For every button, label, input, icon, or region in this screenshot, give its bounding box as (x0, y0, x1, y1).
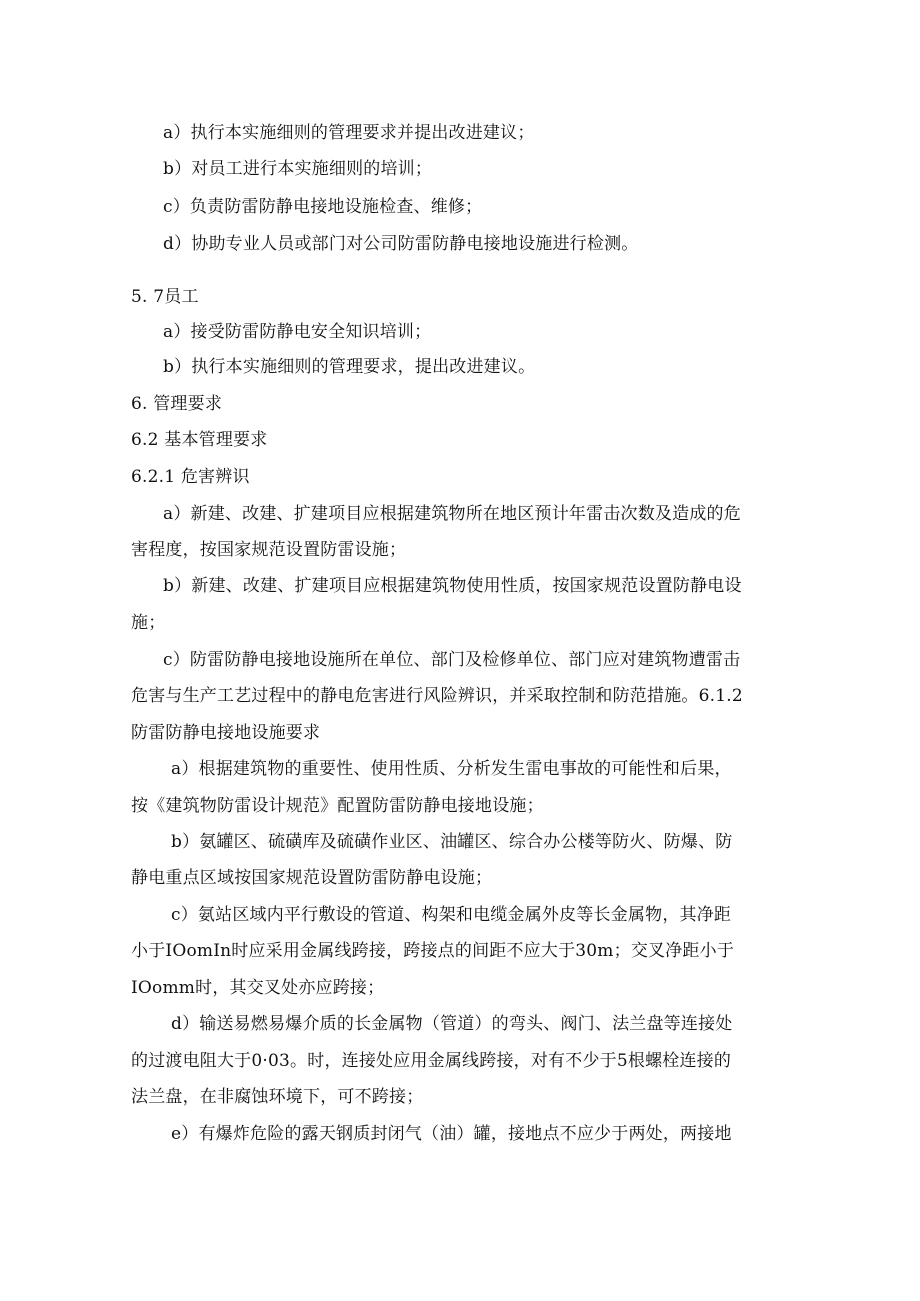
paragraph-line: c）防雷防静电接地设施所在单位、部门及检修单位、部门应对建筑物遭雷击 (163, 650, 741, 670)
paragraph-line: 小于IOomIn时应采用金属线跨接，跨接点的间距不应大于30m；交叉净距小于 (131, 941, 735, 961)
paragraph-line: 危害与生产工艺过程中的静电危害进行风险辨识，并采取控制和防范措施。6.1.2 (131, 686, 743, 706)
paragraph-line: d）输送易燃易爆介质的长金属物（管道）的弯头、阀门、法兰盘等连接处 (171, 1014, 733, 1034)
paragraph-line: e）有爆炸危险的露天钢质封闭气（油）罐，接地点不应少于两处，两接地 (171, 1124, 732, 1144)
text-line-2: b）对员工进行本实施细则的培训； (163, 159, 433, 179)
paragraph-line: 法兰盘，在非腐蚀环境下，可不跨接； (131, 1087, 424, 1107)
paragraph-line: 按《建筑物防雷设计规范》配置防雷防静电接地设施； (131, 796, 544, 816)
paragraph-line: a）根据建筑物的重要性、使用性质、分析发生雷电事故的可能性和后果， (171, 759, 732, 779)
paragraph-line: b）氨罐区、硫磺库及硫磺作业区、油罐区、综合办公楼等防火、防爆、防 (171, 832, 733, 852)
paragraph-line: 施； (131, 613, 166, 633)
text-line-3: c）负责防雷防静电接地设施检查、维修； (163, 197, 483, 217)
text-line-1: a）执行本实施细则的管理要求并提出改进建议； (163, 123, 535, 143)
paragraph-line: c）氨站区域内平行敷设的管道、构架和电缆金属外皮等长金属物，其净距 (171, 905, 732, 925)
section-heading: 6.2.1 危害辨识 (131, 467, 250, 487)
section-heading: 6.2 基本管理要求 (131, 430, 268, 450)
text-line-4: d）协助专业人员或部门对公司防雷防静电接地设施进行检测。 (163, 234, 639, 254)
paragraph-line: b）新建、改建、扩建项目应根据建筑物使用性质，按国家规范设置防静电设 (163, 576, 742, 596)
paragraph-line: IOomm时，其交叉处亦应跨接； (131, 978, 385, 998)
paragraph-line: 静电重点区域按国家规范设置防雷防静电设施； (131, 868, 493, 888)
paragraph-line: 害程度，按国家规范设置防雷设施； (131, 540, 407, 560)
paragraph-line: a）新建、改建、扩建项目应根据建筑物所在地区预计年雷击次数及造成的危 (163, 504, 741, 524)
text-line-5: a）接受防雷防静电安全知识培训； (163, 322, 432, 342)
section-heading: 5. 7员工 (131, 287, 199, 307)
text-line-6: b）执行本实施细则的管理要求，提出改进建议。 (163, 357, 536, 377)
section-heading: 6. 管理要求 (131, 394, 223, 414)
paragraph-line: 的过渡电阻大于0·03。时，连接处应用金属线跨接，对有不少于5根螺栓连接的 (131, 1051, 732, 1071)
paragraph-line: 防雷防静电接地设施要求 (131, 723, 321, 743)
